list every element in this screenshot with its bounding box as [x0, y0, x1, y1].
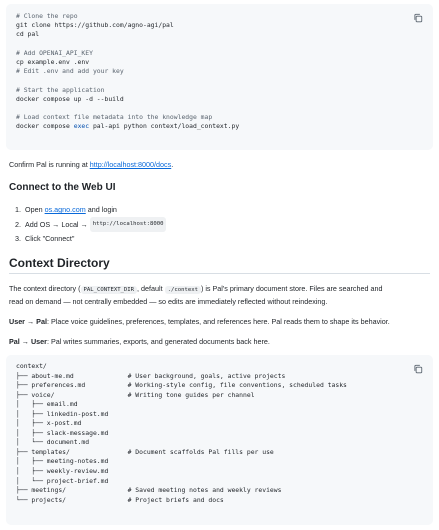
step-text: Add OS → Local →: [25, 219, 88, 229]
step-text: Click "Connect": [25, 234, 75, 243]
connect-steps: [15, 203, 166, 246]
copy-icon: [413, 13, 423, 23]
code-line: git clone https://github.com/agno-agi/pal: [16, 21, 174, 30]
code-line: # Edit .env and add your key: [16, 67, 124, 76]
context-default-code: ./context: [165, 286, 201, 294]
tree-line: │ ├── email.md: [16, 400, 78, 409]
code-line: cd pal: [16, 30, 40, 39]
context-tree-code: [16, 362, 347, 505]
setup-code: [16, 12, 239, 131]
tree-line: │ ├── meeting-notes.md: [16, 457, 109, 466]
code-line: # Start the application: [16, 85, 105, 94]
tree-line: ├── templates/ # Document scaffolds Pal fills per use: [16, 447, 274, 456]
copy-button[interactable]: [413, 364, 423, 374]
heading-divider: [9, 273, 430, 274]
tree-line: │ ├── x-post.md: [16, 419, 82, 428]
user-to-pal-paragraph: [9, 316, 429, 327]
copy-button[interactable]: [413, 13, 423, 23]
step-item: [15, 203, 166, 217]
step-item: [15, 217, 166, 233]
setup-code-block: [6, 4, 433, 150]
pal-to-user-text: : Pal writes summaries, exports, and generated documents back here.: [46, 337, 270, 346]
context-text: read on demand — not centrally embedded — so edits are immediately reflected without reindexing.: [9, 297, 328, 306]
tree-line: │ └── project-brief.md: [16, 476, 109, 485]
context-paragraph: [9, 283, 429, 307]
tree-line: └── projects/ # Project briefs and docs: [16, 495, 224, 504]
step-text-suffix: and login: [87, 205, 117, 214]
tree-line: │ ├── slack-message.md: [16, 428, 109, 437]
copy-icon: [413, 364, 423, 374]
pal-to-user-label: Pal → User: [9, 337, 47, 346]
tree-line: ├── about-me.md # User background, goals, active projects: [16, 371, 286, 380]
context-dir-code: PAL_CONTEXT_DIR: [81, 286, 138, 294]
localhost-code: http://localhost:8000: [90, 217, 167, 233]
code-line: [16, 40, 239, 49]
agno-os-link[interactable]: os.agno.com: [44, 205, 86, 214]
tree-line: ├── meetings/ # Saved meeting notes and weekly reviews: [16, 486, 282, 495]
code-line: # Add OPENAI_API_KEY: [16, 48, 93, 57]
step-number: 1.: [15, 205, 21, 214]
docs-link[interactable]: http://localhost:8000/docs: [89, 160, 172, 169]
pal-to-user-paragraph: [9, 336, 429, 347]
confirm-text: Confirm Pal is running at: [9, 160, 90, 169]
context-text: The context directory (: [9, 284, 81, 293]
confirm-paragraph: [9, 159, 429, 170]
code-line: # Clone the repo: [16, 12, 78, 20]
step-item: [15, 232, 166, 246]
step-number: 2.: [15, 219, 21, 229]
tree-line: ├── voice/ # Writing tone guides per channel: [16, 390, 255, 399]
context-text: ) is Pal's primary document store. Files are searched and: [200, 284, 383, 293]
code-line: docker compose exec pal-api python context/load_context.py: [16, 122, 240, 131]
tree-line: context/: [16, 362, 47, 370]
tree-line: │ ├── linkedin-post.md: [16, 409, 109, 418]
confirm-suffix: .: [171, 160, 174, 169]
tree-line: │ └── document.md: [16, 438, 90, 447]
step-number: 3.: [15, 234, 21, 243]
context-directory-heading: Context Directory: [9, 256, 110, 270]
user-to-pal-text: : Place voice guidelines, preferences, templates, and references here. Pal reads them to shape its behavior.: [46, 317, 390, 326]
code-line: [16, 76, 239, 85]
code-line: cp example.env .env: [16, 57, 90, 66]
code-line: # Load context file metadata into the knowledge map: [16, 113, 213, 122]
code-line: docker compose up -d --build: [16, 94, 124, 103]
step-text: Open: [25, 205, 43, 214]
tree-line: ├── preferences.md # Working-style config, file conventions, scheduled tasks: [16, 381, 347, 390]
tree-line: │ ├── weekly-review.md: [16, 467, 109, 476]
context-text: , default: [137, 284, 165, 293]
user-to-pal-label: User → Pal: [9, 317, 47, 326]
context-tree-code-block: [6, 355, 433, 525]
code-line: [16, 104, 239, 113]
connect-heading: Connect to the Web UI: [9, 182, 116, 193]
